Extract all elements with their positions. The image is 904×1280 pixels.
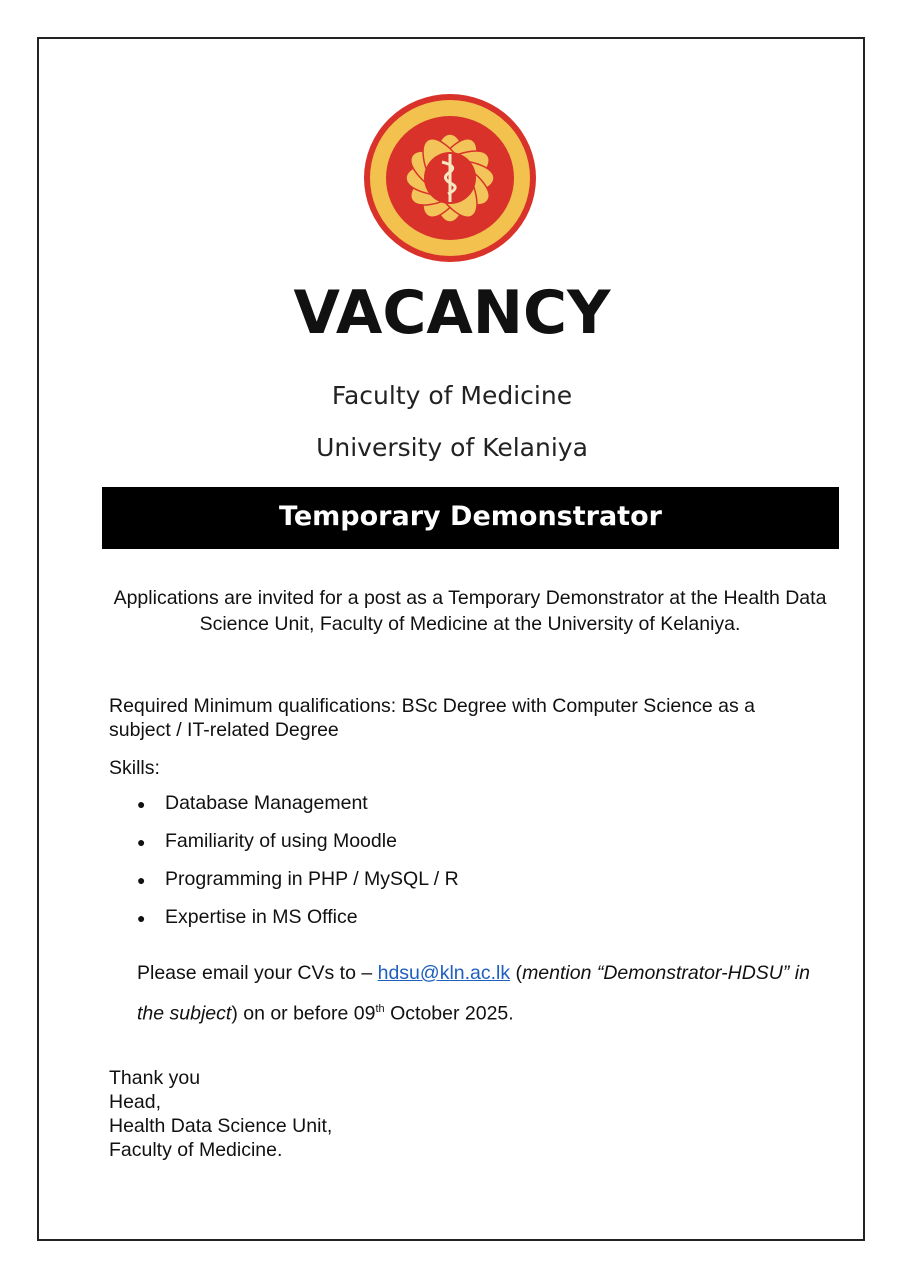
skill-item — [137, 792, 459, 830]
application-instructions — [137, 955, 817, 1032]
email-link[interactable]: hdsu@kln.ac.lk — [377, 962, 511, 984]
bullet-icon: ● — [137, 834, 146, 850]
skill-text: Programming in PHP / MySQL / R — [165, 868, 459, 890]
skill-text: Familiarity of using Moodle — [165, 830, 397, 852]
bullet-icon: ● — [137, 796, 146, 812]
position-banner: Temporary Demonstrator — [102, 487, 839, 549]
bullet-icon: ● — [137, 910, 146, 926]
signature-block — [109, 1066, 332, 1162]
signature-line: Faculty of Medicine. — [109, 1139, 283, 1161]
university-seal-logo — [362, 92, 538, 264]
signature-line: Health Data Science Unit, — [109, 1115, 333, 1137]
intro-paragraph: Applications are invited for a post as a Temporary Demonstrator at the Health Data Science Unit, Faculty of Medicine at the University of Kelaniya. — [113, 587, 827, 635]
requirements-paragraph: Required Minimum qualifications: BSc Degree with Computer Science as a subject / IT-related Degree — [109, 695, 755, 741]
deadline-suffix: October 2025. — [384, 1002, 514, 1025]
skill-text: Database Management — [165, 792, 368, 814]
faculty-name: Faculty of Medicine — [331, 381, 573, 410]
ordinal-suffix: th — [375, 1003, 385, 1015]
open-paren: ( — [510, 962, 523, 984]
skill-item — [137, 906, 459, 944]
skill-item — [137, 830, 459, 868]
bullet-icon: ● — [137, 872, 146, 888]
page-title: VACANCY — [293, 278, 611, 348]
skills-label: Skills: — [109, 757, 160, 779]
skills-list — [137, 792, 459, 944]
email-prefix: Please email your CVs to – — [137, 962, 378, 984]
subject-note: mention “Demonstrator-HDSU” in the subject — [137, 962, 810, 1025]
deadline-prefix: ) on or before 09 — [231, 1002, 376, 1025]
signature-line: Thank you — [109, 1067, 201, 1089]
skill-item — [137, 868, 459, 906]
seal-icon — [362, 92, 538, 264]
signature-line: Head, — [109, 1091, 162, 1113]
university-name: University of Kelaniya — [316, 433, 588, 462]
skill-text: Expertise in MS Office — [165, 906, 358, 928]
